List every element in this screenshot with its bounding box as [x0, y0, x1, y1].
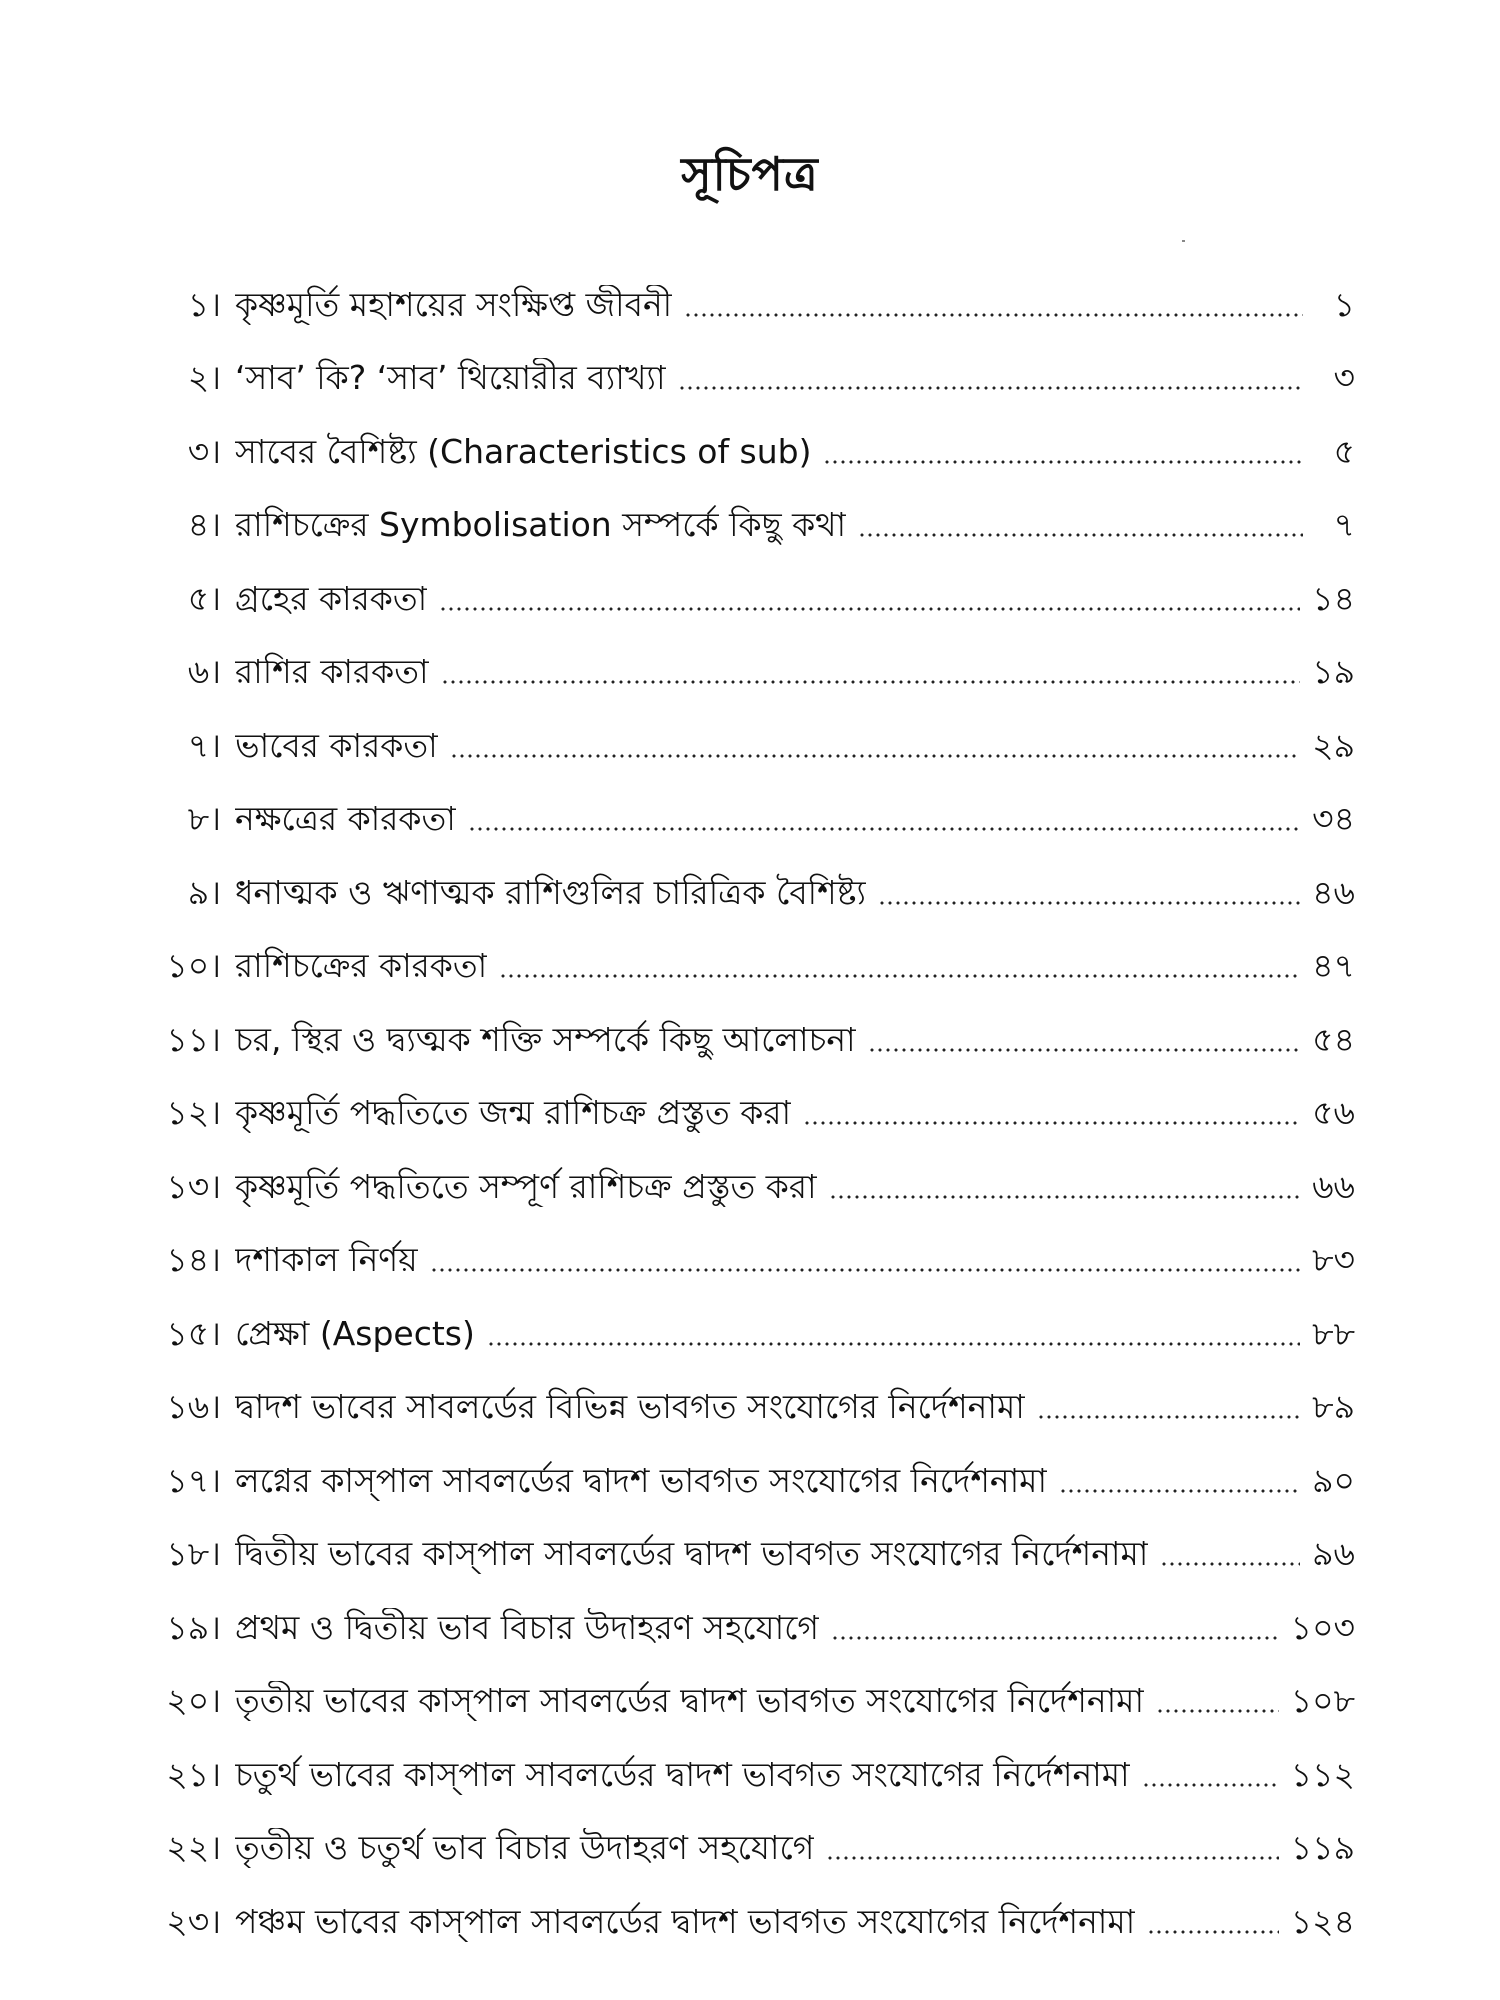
toc-entry-title: লগ্নের কাস্‌পাল সাবলর্ডের দ্বাদশ ভাবগত সংযোগের নির্দেশনামা: [235, 1460, 1048, 1500]
toc-entry[interactable]: [140, 1077, 1355, 1151]
toc-entry-number: ১৯।: [166, 1607, 221, 1647]
toc-entry-title: পঞ্চম ভাবের কাস্‌পাল সাবলর্ডের দ্বাদশ ভাবগত সংযোগের নির্দেশনামা: [235, 1901, 1136, 1941]
toc-entry-title: চতুর্থ ভাবের কাস্‌পাল সাবলর্ডের দ্বাদশ ভাবগত সংযোগের নির্দেশনামা: [235, 1754, 1130, 1794]
toc-entry-title: কৃষ্ণমূর্তি পদ্ধতিতে সম্পূর্ণ রাশিচক্র প্রস্তুত করা: [235, 1166, 817, 1206]
dot-leader: [1142, 1781, 1279, 1789]
toc-entry[interactable]: [140, 415, 1355, 489]
toc-entry[interactable]: [140, 489, 1355, 563]
toc-entry-page: ১১২: [1290, 1754, 1355, 1794]
toc-entry-number: ২।: [187, 358, 221, 398]
dot-leader: [430, 1266, 1300, 1274]
toc-entry-page: ৫৬: [1312, 1093, 1355, 1133]
page-title: সূচিপত্র: [681, 147, 819, 201]
toc-entry-page: ৫৪: [1312, 1019, 1355, 1059]
toc-entry-page: ১০৩: [1290, 1607, 1355, 1647]
toc-entry-title: রাশিচক্রের Symbolisation সম্পর্কে কিছু কথা: [235, 505, 847, 545]
toc-entry-title: রাশিচক্রের কারকতা: [235, 946, 488, 986]
toc-entry-page: ১২৪: [1290, 1901, 1355, 1941]
toc-entry-number: ১৬।: [166, 1387, 221, 1427]
dot-leader: [487, 1340, 1300, 1348]
toc-entry-title: গ্রহের কারকতা: [235, 578, 428, 618]
dot-leader: [468, 825, 1300, 833]
toc-entry[interactable]: [140, 342, 1355, 416]
toc-entry-page: ১১৯: [1290, 1828, 1355, 1868]
toc-entry-title: তৃতীয় ও চতুর্থ ভাব বিচার উদাহরণ সহযোগে: [235, 1828, 815, 1868]
toc-entry[interactable]: [140, 1665, 1355, 1739]
toc-entry-page: ৭: [1333, 505, 1355, 545]
toc-entry-number: ১২।: [166, 1093, 221, 1133]
dot-leader: [878, 899, 1300, 907]
toc-entry-number: ২০।: [166, 1681, 221, 1721]
toc-entry-page: ৮৮: [1312, 1313, 1355, 1353]
toc-entry-title: দ্বাদশ ভাবের সাবলর্ডের বিভিন্ন ভাবগত সংযোগের নির্দেশনামা: [235, 1387, 1025, 1427]
toc-entry[interactable]: [140, 1591, 1355, 1665]
dot-leader: [1037, 1413, 1300, 1421]
dot-leader: [803, 1119, 1300, 1127]
toc-entry-page: ১০৮: [1290, 1681, 1355, 1721]
toc-entry-number: ১৩।: [166, 1166, 221, 1206]
toc-entry-page: ১৪: [1312, 578, 1355, 618]
table-of-contents: [140, 268, 1355, 1959]
toc-entry-title: চর, স্থির ও দ্ব্যত্মক শক্তি সম্পর্কে কিছু আলোচনা: [235, 1019, 856, 1059]
dot-leader: [858, 531, 1303, 539]
dot-leader: [684, 311, 1303, 319]
scan-speck: [1182, 240, 1185, 242]
toc-entry[interactable]: [140, 930, 1355, 1004]
toc-entry-title: ‘সাব’ কি? ‘সাব’ থিয়োরীর ব্যাখ্যা: [235, 358, 666, 398]
toc-entry[interactable]: [140, 1297, 1355, 1371]
toc-entry[interactable]: [140, 1150, 1355, 1224]
dot-leader: [1156, 1707, 1279, 1715]
toc-entry-title: সাবের বৈশিষ্ট্য (Characteristics of sub): [235, 431, 812, 471]
toc-entry-number: ২৩।: [166, 1901, 221, 1941]
toc-entry-title: তৃতীয় ভাবের কাস্‌পাল সাবলর্ডের দ্বাদশ ভাবগত সংযোগের নির্দেশনামা: [235, 1681, 1145, 1721]
toc-entry-page: ৩: [1333, 358, 1355, 398]
toc-entry-title: রাশির কারকতা: [235, 652, 429, 692]
toc-entry[interactable]: [140, 1738, 1355, 1812]
dot-leader: [439, 605, 1300, 613]
toc-entry-page: ৩৪: [1312, 799, 1355, 839]
toc-entry-page: ২৯: [1312, 725, 1355, 765]
dot-leader: [1160, 1560, 1300, 1568]
toc-entry[interactable]: [140, 1518, 1355, 1592]
toc-entry-page: ৯০: [1312, 1460, 1355, 1500]
dot-leader: [831, 1634, 1279, 1642]
toc-entry-page: ৫: [1333, 431, 1355, 471]
toc-entry-number: ৩।: [187, 431, 221, 471]
toc-entry[interactable]: [140, 1812, 1355, 1886]
toc-entry[interactable]: [140, 709, 1355, 783]
toc-entry[interactable]: [140, 856, 1355, 930]
toc-entry-number: ১০।: [166, 946, 221, 986]
toc-entry[interactable]: [140, 783, 1355, 857]
dot-leader: [499, 972, 1300, 980]
toc-entry[interactable]: [140, 562, 1355, 636]
toc-entry-number: ৬।: [187, 652, 221, 692]
toc-entry-title: কৃষ্ণমূর্তি মহাশয়ের সংক্ষিপ্ত জীবনী: [235, 284, 673, 324]
toc-entry-title: ভাবের কারকতা: [235, 725, 438, 765]
toc-entry-page: ১৯: [1312, 652, 1355, 692]
toc-entry-number: ৫।: [187, 578, 221, 618]
toc-entry-title: প্রথম ও দ্বিতীয় ভাব বিচার উদাহরণ সহযোগে: [235, 1607, 820, 1647]
toc-entry[interactable]: [140, 1371, 1355, 1445]
toc-entry-title: কৃষ্ণমূর্তি পদ্ধতিতে জন্ম রাশিচক্র প্রস্তুত করা: [235, 1093, 792, 1133]
toc-entry-page: ১: [1333, 284, 1355, 324]
dot-leader: [829, 1193, 1301, 1201]
toc-entry-number: ১১।: [166, 1019, 221, 1059]
dot-leader: [823, 458, 1303, 466]
dot-leader: [678, 384, 1303, 392]
dot-leader: [826, 1854, 1278, 1862]
dot-leader: [1147, 1928, 1278, 1936]
toc-entry-number: ৯।: [187, 872, 221, 912]
toc-entry-number: ৮।: [187, 799, 221, 839]
toc-entry-page: ৬৬: [1312, 1166, 1355, 1206]
toc-entry-title: ধনাত্মক ও ঋণাত্মক রাশিগুলির চারিত্রিক বৈশিষ্ট্য: [235, 872, 867, 912]
toc-entry-title: নক্ষত্রের কারকতা: [235, 799, 456, 839]
toc-entry[interactable]: [140, 1003, 1355, 1077]
toc-entry-title: প্রেক্ষা (Aspects): [235, 1313, 475, 1353]
toc-entry-number: ২২।: [166, 1828, 221, 1868]
dot-leader: [441, 678, 1301, 686]
dot-leader: [1059, 1487, 1300, 1495]
dot-leader: [450, 752, 1300, 760]
toc-entry-number: ১।: [187, 284, 221, 324]
toc-entry-number: ৪।: [187, 505, 221, 545]
toc-entry[interactable]: [140, 268, 1355, 342]
toc-entry-number: ১৪।: [166, 1240, 221, 1280]
toc-entry-number: ৭।: [187, 725, 221, 765]
toc-entry[interactable]: [140, 1444, 1355, 1518]
toc-entry-number: ২১।: [166, 1754, 221, 1794]
toc-entry[interactable]: [140, 636, 1355, 710]
toc-entry-page: ৪৭: [1312, 946, 1355, 986]
toc-entry-page: ৮৯: [1312, 1387, 1355, 1427]
toc-entry-title: দশাকাল নির্ণয়: [235, 1240, 418, 1280]
dot-leader: [868, 1046, 1301, 1054]
toc-entry-title: দ্বিতীয় ভাবের কাস্‌পাল সাবলর্ডের দ্বাদশ ভাবগত সংযোগের নির্দেশনামা: [235, 1534, 1149, 1574]
toc-entry-page: ৪৬: [1312, 872, 1355, 912]
toc-entry[interactable]: [140, 1224, 1355, 1298]
toc-entry-page: ৮৩: [1312, 1240, 1355, 1280]
toc-entry-number: ১৫।: [166, 1313, 221, 1353]
toc-entry-number: ১৮।: [166, 1534, 221, 1574]
toc-entry[interactable]: [140, 1885, 1355, 1959]
toc-entry-page: ৯৬: [1312, 1534, 1355, 1574]
toc-entry-number: ১৭।: [166, 1460, 221, 1500]
